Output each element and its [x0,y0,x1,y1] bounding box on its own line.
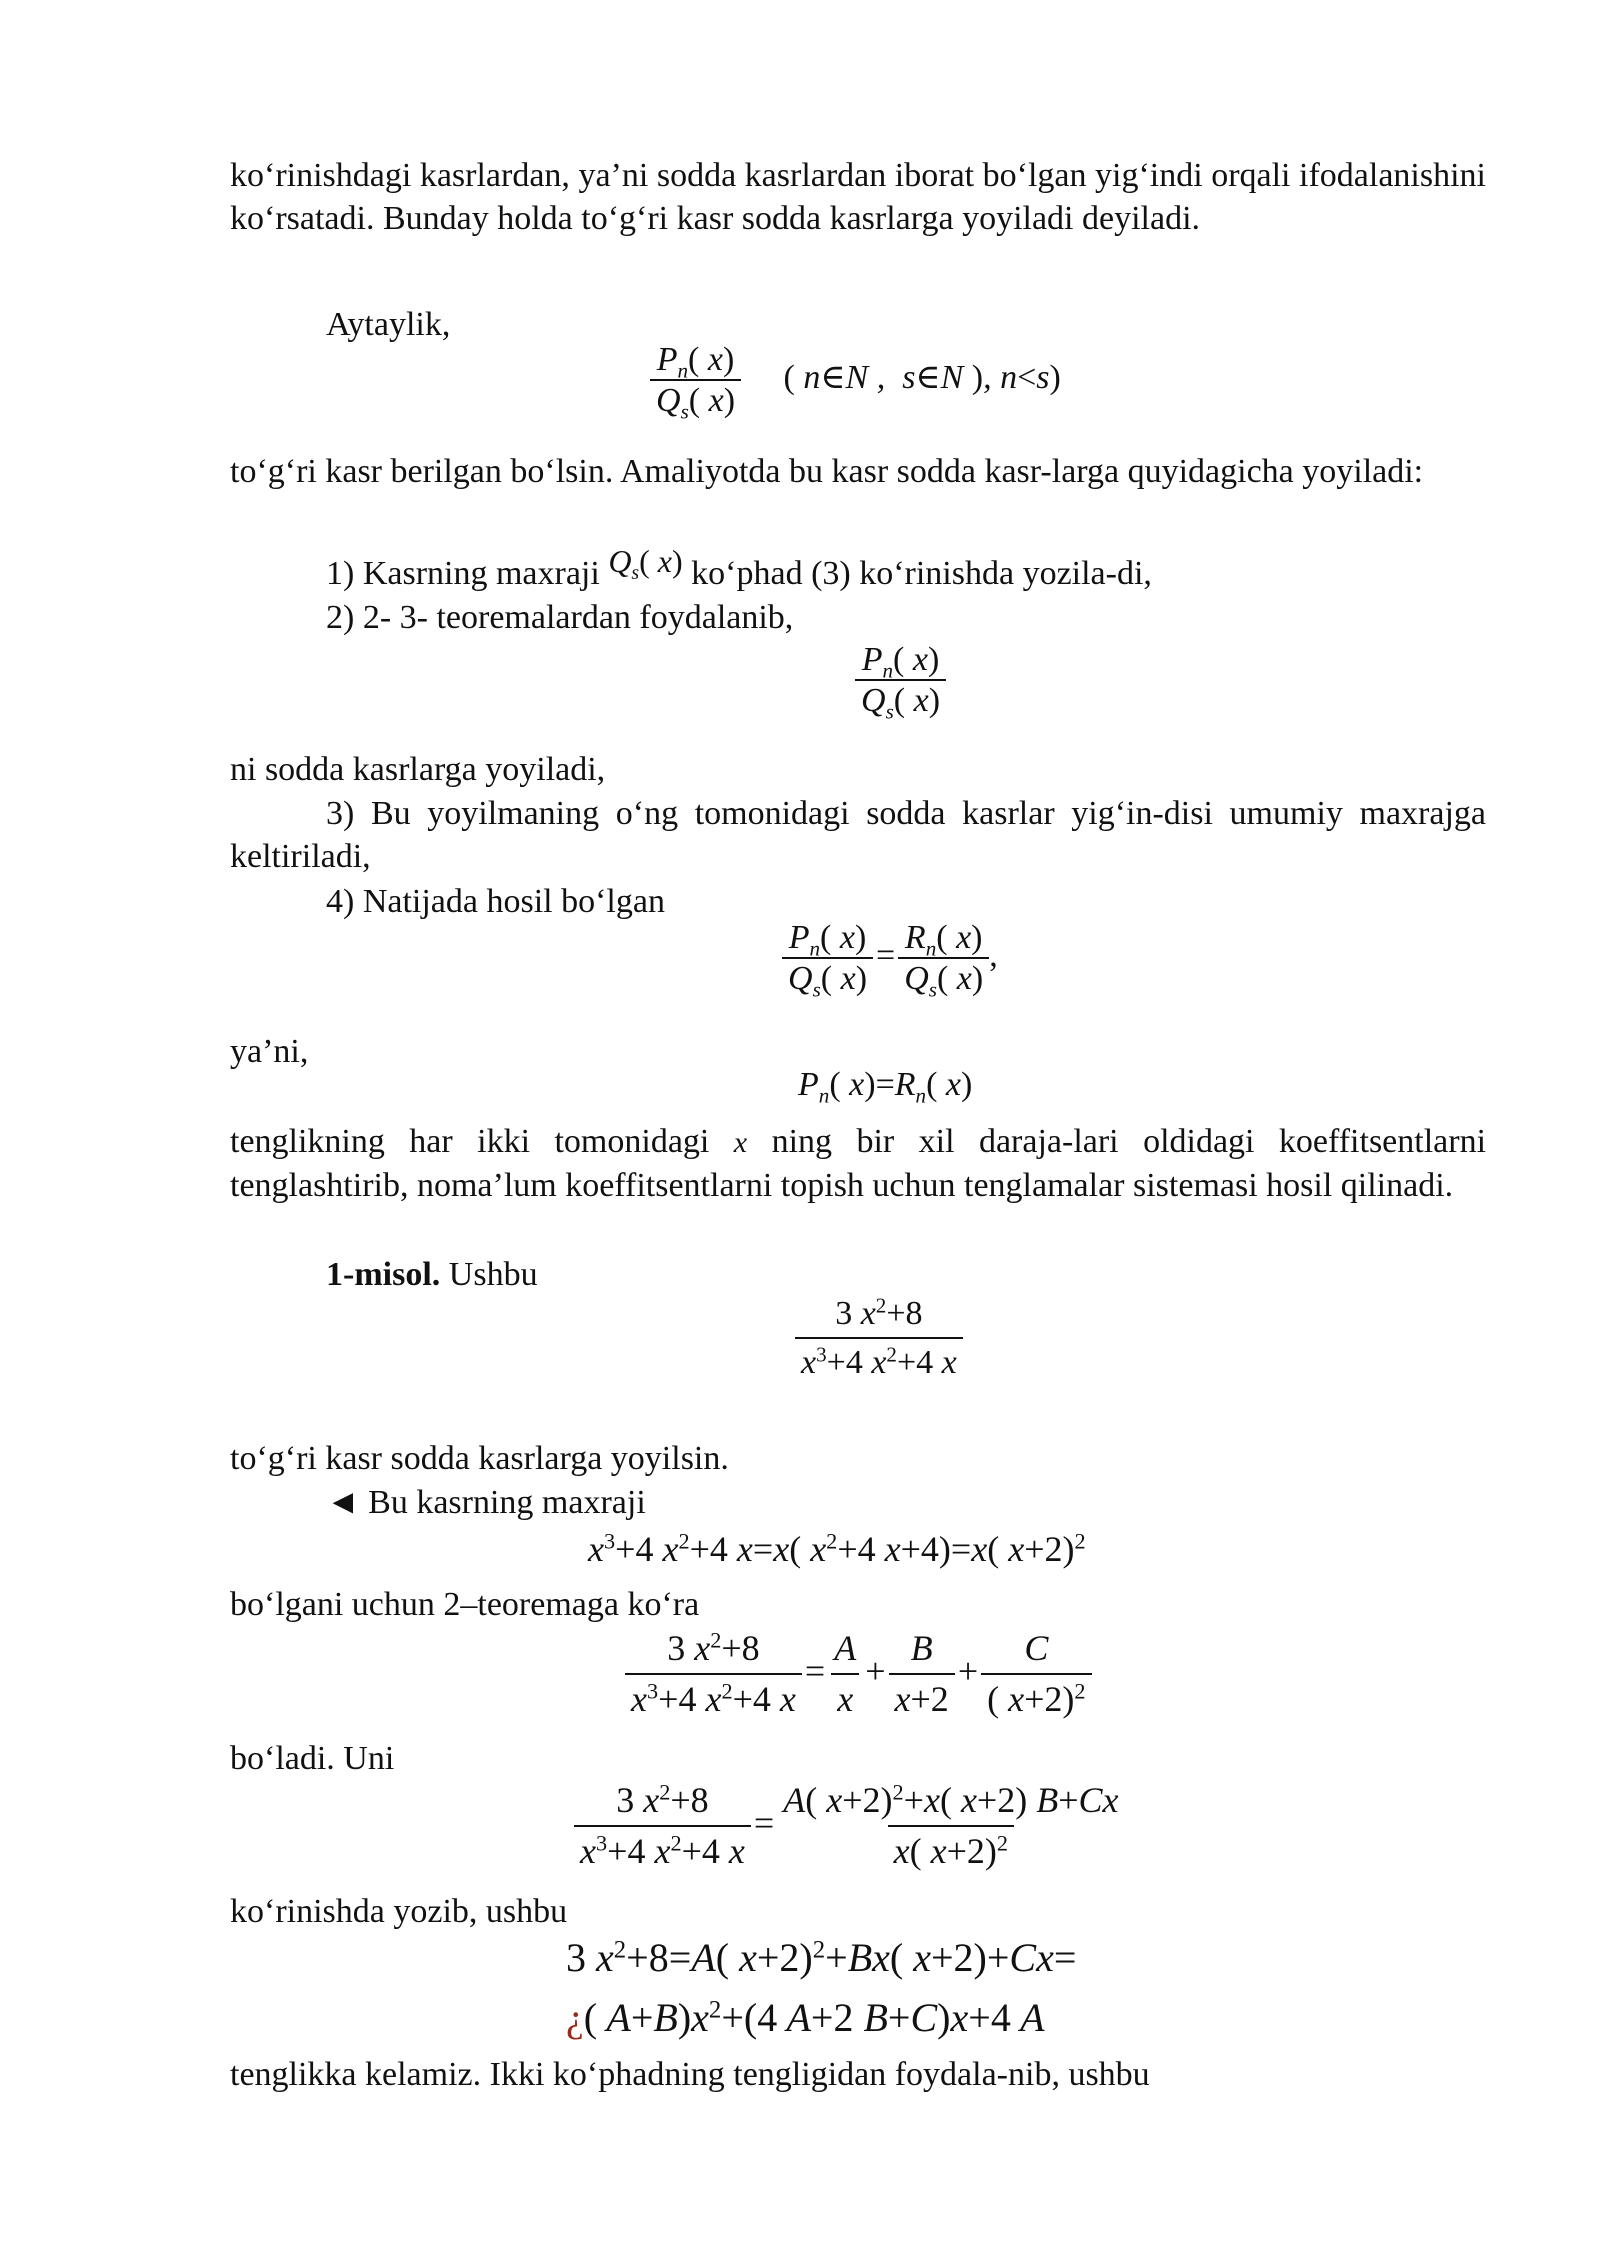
formula-given-fraction: $\frac{P_n( x)}{Q_s( x)}$ ( n∈N , s∈N ), n<s) [650,340,1061,420]
paragraph-theorem: bo‘lgani uchun 2–teoremaga ko‘ra [230,1586,700,1623]
variable-x: x [733,1126,748,1159]
formula-factorization: $x^3+4$ $x^2+4$ x=x( $x^2+4$ x+4)=x( x+2)$^2$ [588,1528,1086,1569]
step-1-text-before: 1) Kasrning maxraji [326,555,600,592]
step-3: 3) Bu yoyilmaning o‘ng tomonidagi sodda kasrlar yig‘in-disi umumiy maxrajga keltiriladi, [230,795,1486,875]
paragraph-expand: ni sodda kasrlarga yoyiladi, [230,751,606,788]
formula-identity-line-1: 3 $x^2+8=A$( x+2)$^2$+Bx( x+2)+Cx= [566,1935,1077,1980]
formula-numerators-equal: $P_n$( $x)=R_n$( x) [798,1066,973,1108]
inverted-question-glyph: ¿ [566,1995,584,2040]
example-heading [326,1253,1486,1296]
paragraph-write: bo‘ladi. Uni [230,1740,395,1777]
step-2: 2) 2- 3- teoremalardan foydalanib, [326,599,794,636]
formula-qs-inline: $Q_s$( x) [608,543,683,584]
paragraph-denominator: ◄ Bu kasrning maxraji [326,1484,646,1521]
formula-common-denominator: $\frac{3 x^2+8}{x^3+4 x^2+4 x}$ = $\frac{A( x+2)^2+x( x+2) B+Cx}{x( x+2)^2}$ [574,1780,1125,1873]
paragraph-yani: ya’ni, [230,1033,309,1070]
step-4: 4) Natijada hosil bo‘lgan [326,883,665,920]
step-1 [326,543,1486,595]
example-intro: Ushbu [448,1256,538,1293]
paragraph-intro: ko‘rinishdagi kasrlardan, ya’ni sodda kasrlardan iborat bo‘lgan yig‘indi orqali ifodalanishini ko‘rsatadi. Bunday holda to‘g‘ri kasr sodda kasrlarga yoyiladi deyiladi. [230,157,1486,237]
paragraph-written-form: ko‘rinishda yozib, ushbu [230,1893,568,1930]
example-label: 1-misol. [326,1256,441,1293]
step-1-text-after: ko‘phad (3) ko‘rinishda yozila-di, [691,555,1152,592]
paragraph-aytaylik: Aytaylik, [326,306,451,343]
formula-decomposition: $\frac{3 x^2+8}{x^3+4 x^2+4 x}$ = $\frac{A}{x}$ + $\frac{B}{x+2}$ + $\frac{C}{( x+2)^2}$ [625,1628,1092,1721]
coefficients-text-before: tenglikning har ikki tomonidagi [230,1123,710,1160]
formula-fraction-centered: $\frac{P_n( x)}{Q_s( x)}$ [855,640,946,720]
formula-example-fraction: $\frac{3 x^2+8}{x^3+4 x^2+4 x}$ [795,1294,963,1382]
paragraph-task: to‘g‘ri kasr sodda kasrlarga yoyilsin. [230,1440,729,1477]
paragraph-given: to‘g‘ri kasr berilgan bo‘lsin. Amaliyotda bu kasr sodda kasr-larga quyidagicha yoyiladi: [230,453,1424,490]
formula-identity-line-2: ¿( $A+B)x^2+(4$ A+2 B+C)x+4 A [566,1995,1045,2040]
formula-equal-fractions: $\frac{P_n( x)}{Q_s( x)}$ = $\frac{R_n( x)}{Q_s( x)}$ , [782,918,998,998]
paragraph-conclusion: tenglikka kelamiz. Ikki ko‘phadning tengligidan foydala-nib, ushbu [230,2056,1150,2093]
coefficients-text-after: ning bir xil daraja-lari oldidagi koeffitsentlarni tenglashtirib, noma’lum koeffitsentlarni topish uchun tenglamalar sistemasi hosil qilinadi. [230,1123,1487,1204]
paragraph-coefficients [230,1120,1486,1207]
